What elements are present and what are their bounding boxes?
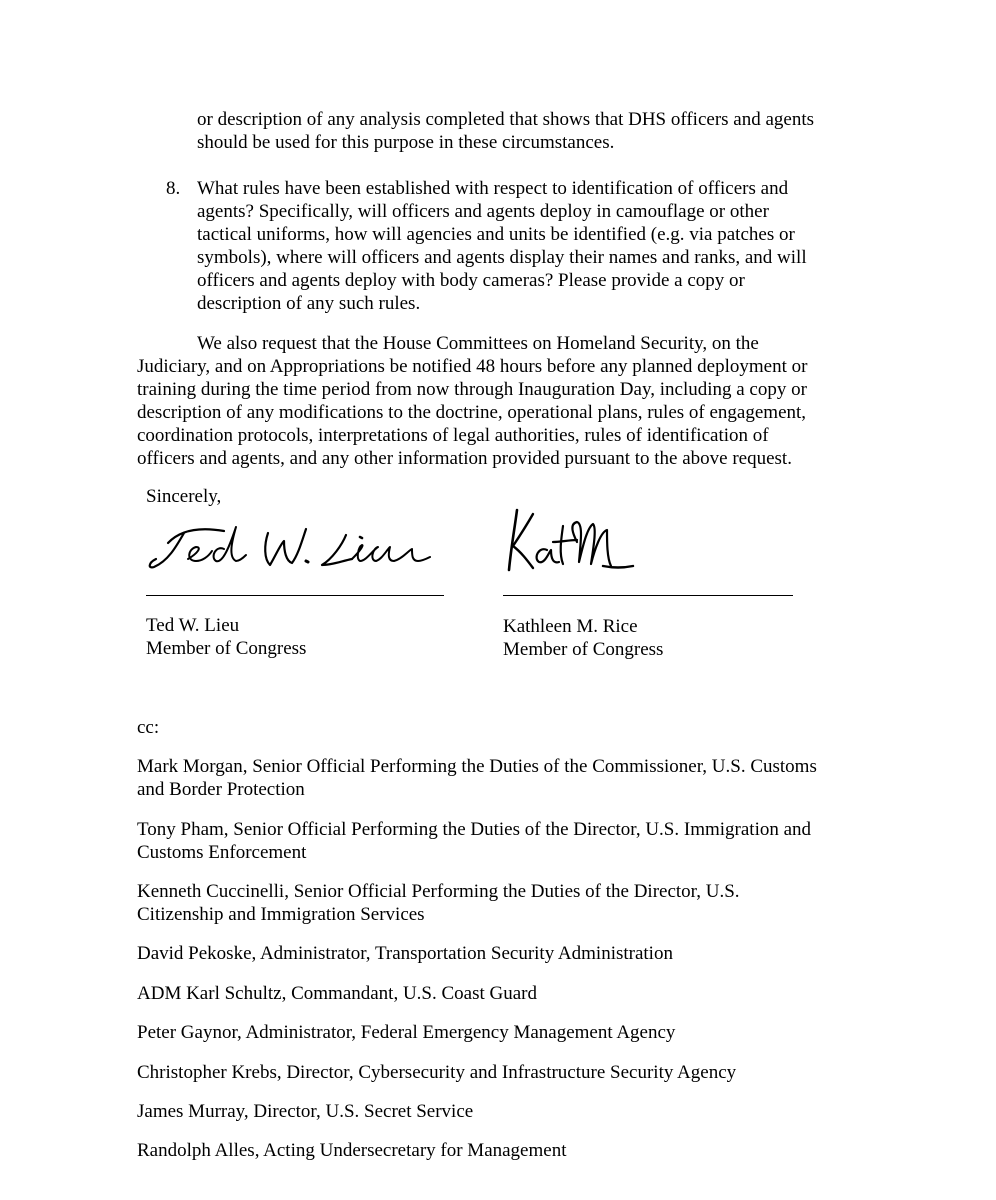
text-line: and Border Protection <box>137 779 305 800</box>
text-line: description of any modifications to the doctrine, operational plans, rules of engagement, <box>137 402 807 423</box>
text-line: officers and agents, and any other information provided pursuant to the above request. <box>137 448 792 469</box>
text-line: Randolph Alles, Acting Undersecretary for Management <box>137 1140 567 1161</box>
request-paragraph <box>137 332 807 470</box>
text-line: What rules have been established with respect to identification of officers and <box>197 178 789 199</box>
text-line: description of any such rules. <box>197 293 421 314</box>
text-line: Tony Pham, Senior Official Performing the Duties of the Director, U.S. Immigration and <box>137 819 812 840</box>
cc-entry <box>137 1100 473 1123</box>
text-line: Peter Gaynor, Administrator, Federal Emergency Management Agency <box>137 1022 676 1043</box>
text-line: officers and agents deploy with body cameras? Please provide a copy or <box>197 270 745 291</box>
signature-ted-lieu <box>146 515 436 579</box>
text-line: should be used for this purpose in these circumstances. <box>197 132 615 153</box>
cc-label: cc: <box>137 717 160 738</box>
cc-entry <box>137 818 811 864</box>
signature-line-ted-lieu <box>146 595 444 596</box>
text-line: agents? Specifically, will officers and agents deploy in camouflage or other <box>197 201 769 222</box>
cc-entry <box>137 982 537 1005</box>
text-line: ADM Karl Schultz, Commandant, U.S. Coast Guard <box>137 983 538 1004</box>
text-line: Mark Morgan, Senior Official Performing the Duties of the Commissioner, U.S. Customs <box>137 756 817 777</box>
signer-name: Ted W. Lieu <box>146 615 240 636</box>
text-line: tactical uniforms, how will agencies and units be identified (e.g. via patches or <box>197 224 795 245</box>
text-line: Judiciary, and on Appropriations be notified 48 hours before any planned deployment or <box>137 356 808 377</box>
cc-entry <box>137 1139 567 1162</box>
text-line: We also request that the House Committees on Homeland Security, on the <box>197 333 759 354</box>
item-8-number: 8. <box>166 178 181 199</box>
closing: Sincerely, <box>146 486 222 507</box>
signer-name: Kathleen M. Rice <box>503 616 638 637</box>
cc-entry <box>137 755 817 801</box>
signer-block-ted-lieu <box>146 614 306 660</box>
text-line: Kenneth Cuccinelli, Senior Official Performing the Duties of the Director, U.S. <box>137 881 740 902</box>
text-line: coordination protocols, interpretations of legal authorities, rules of identification of <box>137 425 769 446</box>
signature-line-kathleen-rice <box>503 595 793 596</box>
item-8-text <box>197 177 807 315</box>
text-line: Customs Enforcement <box>137 842 307 863</box>
cc-entry <box>137 1061 736 1084</box>
cc-entry <box>137 880 740 926</box>
signer-title: Member of Congress <box>503 639 664 660</box>
text-line: or description of any analysis completed that shows that DHS officers and agents <box>197 109 815 130</box>
text-line: symbols), where will officers and agents display their names and ranks, and will <box>197 247 807 268</box>
text-line: training during the time period from now through Inauguration Day, including a copy or <box>137 379 807 400</box>
cc-entry <box>137 1021 675 1044</box>
cc-entry <box>137 942 673 965</box>
text-line: Citizenship and Immigration Services <box>137 904 425 925</box>
text-line: James Murray, Director, U.S. Secret Service <box>137 1101 474 1122</box>
text-line: Christopher Krebs, Director, Cybersecurity and Infrastructure Security Agency <box>137 1062 737 1083</box>
text-line: David Pekoske, Administrator, Transportation Security Administration <box>137 943 673 964</box>
signature-kathleen-rice <box>503 506 643 576</box>
signer-block-kathleen-rice <box>503 615 663 661</box>
item-7-continuation <box>197 108 814 154</box>
signer-title: Member of Congress <box>146 638 307 659</box>
